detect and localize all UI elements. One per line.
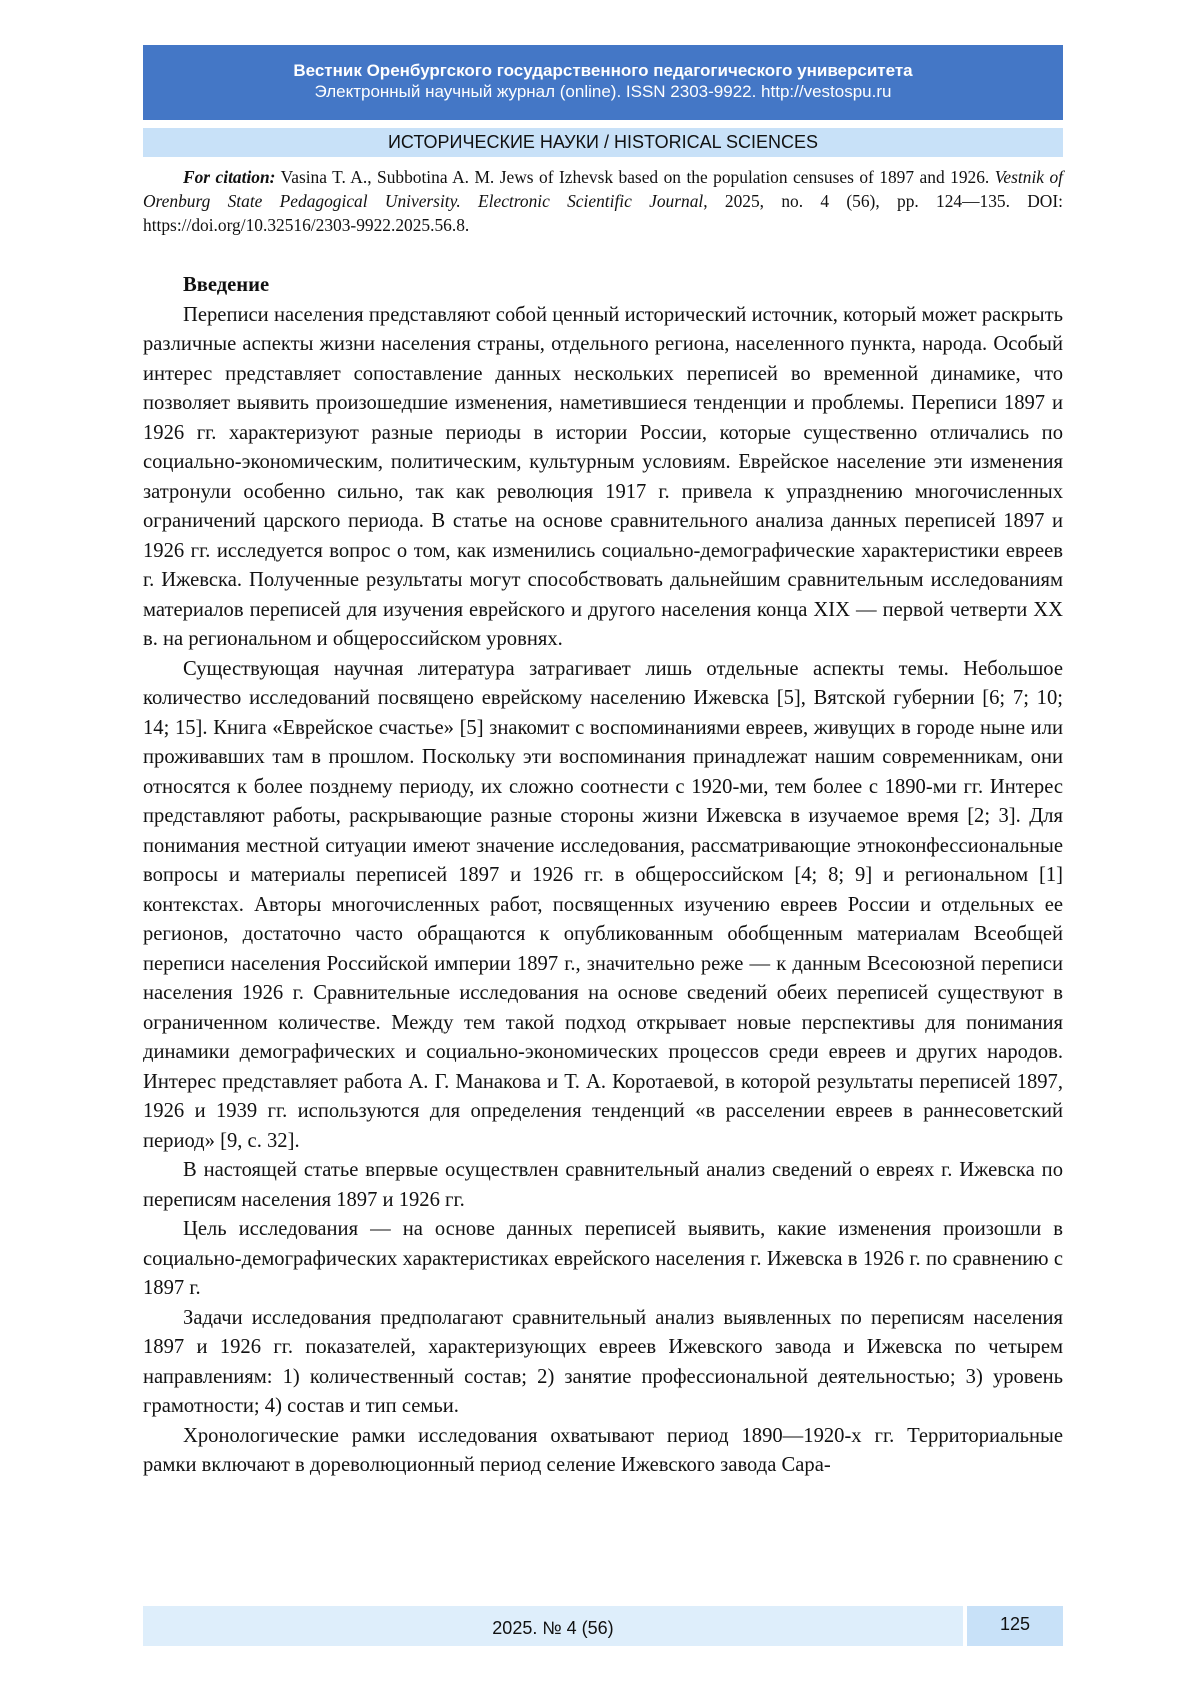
citation-authors-title: Vasina T. A., Subbotina A. M. Jews of Izhevsk based on the population censuses of 1897 and 1926. <box>275 167 995 187</box>
citation-block <box>143 165 1063 237</box>
paragraph: Задачи исследования предполагают сравнительный анализ выявленных по переписям населения 1897 и 1926 гг. показателей, характеризующих евреев Ижевского завода и Ижевска по четырем направлениям: 1) количественный состав; 2) занятие профессиональной деятельностью; 3) уровень грамотности; 4) состав и тип семьи. <box>143 1306 1063 1417</box>
page-number: 125 <box>967 1606 1063 1646</box>
section-label: ИСТОРИЧЕСКИЕ НАУКИ / HISTORICAL SCIENCES <box>143 128 1063 157</box>
paragraph: Переписи населения представляют собой ценный исторический источник, который может раскрыть различные аспекты жизни населения страны, отдельного региона, населенного пункта, народа. Особый интерес представляет сопоставление данных нескольких переписей во временной динамике, что позволяет выявить произошедшие изменения, наметившиеся тенденции и проблемы. Переписи 1897 и 1926 гг. характеризуют разные периоды в истории России, которые существенно отличались по социально-экономическим, политическим, культурным условиям. Еврейское население эти изменения затронули особенно сильно, так как революция 1917 г. привела к упразднению многочисленных ограничений царского периода. В статье на основе сравнительного анализа данных переписей 1897 и 1926 гг. исследуется вопрос о том, как изменились социально-демографические характеристики евреев г. Ижевска. Полученные результаты могут способствовать дальнейшим сравнительным исследованиям материалов переписей для изучения еврейского и другого населения конца XIX — первой четверти XX в. на региональном и общероссийском уровнях. <box>143 303 1063 650</box>
citation-journal: Vestnik of Orenburg State Pedagogical University. Electronic Scientific Journal <box>143 167 1063 211</box>
citation-details: , 2025, no. 4 (56), pp. 124—135. DOI: https://doi.org/10.32516/2303-9922.2025.56.8. <box>143 191 1063 235</box>
journal-subtitle: Электронный научный журнал (online). ISSN 2303-9922. http://vestospu.ru <box>314 82 892 101</box>
article-body <box>143 271 1063 1481</box>
paragraph: В настоящей статье впервые осуществлен сравнительный анализ сведений о евреях г. Ижевска по переписям населения 1897 и 1926 гг. <box>143 1159 1063 1211</box>
paragraph: Хронологические рамки исследования охватывают период 1890—1920-х гг. Территориальные рамки включают в дореволюционный период селение Ижевского завода Сара- <box>143 1424 1063 1476</box>
paragraph: Существующая научная литература затрагивает лишь отдельные аспекты темы. Небольшое количество исследований посвящено еврейскому населению Ижевска [5], Вятской губернии [6; 7; 10; 14; 15]. Книга «Еврейское счастье» [5] знакомит с воспоминаниями евреев, живущих в городе ныне или проживавших там в прошлом. Поскольку эти воспоминания принадлежат нашим современникам, они относятся к более позднему периоду, их сложно соотнести с 1920-ми, тем более с 1890-ми гг. Интерес представляют работы, раскрывающие разные стороны жизни Ижевска в изучаемое время [2; 3]. Для понимания местной ситуации имеют значение исследования, рассматривающие этноконфессиональные вопросы и материалы переписей 1897 и 1926 гг. в общероссийском [4; 8; 9] и региональном [1] контекстах. Авторы многочисленных работ, посвященных изучению евреев России и отдельных ее регионов, достаточно часто обращаются к опубликованным обобщенным материалам Всеобщей переписи населения Российской империи 1897 г., значительно реже — к данным Всесоюзной переписи населения 1926 г. Сравнительные исследования на основе сведений обеих переписей существуют в ограниченном количестве. Между тем такой подход открывает новые перспективы для понимания динамики демографических и социально-экономических процессов среди евреев и других народов. Интерес представляет работа А. Г. Манакова и Т. А. Коротаевой, в которой результаты переписей 1897, 1926 и 1939 гг. используются для определения тенденций «в расселении евреев в раннесоветский период» [9, с. 32]. <box>143 657 1063 1152</box>
paragraph: Цель исследования — на основе данных переписей выявить, какие изменения произошли в социально-демографических характеристиках еврейского населения г. Ижевска в 1926 г. по сравнению с 1897 г. <box>143 1218 1063 1299</box>
journal-header-banner <box>143 45 1063 120</box>
issue-label: 2025. № 4 (56) <box>143 1606 963 1646</box>
citation-label: For citation: <box>183 167 276 187</box>
journal-title: Вестник Оренбургского государственного педагогического университета <box>293 61 913 80</box>
page-footer <box>143 1606 1063 1646</box>
section-heading: Введение <box>183 274 270 296</box>
